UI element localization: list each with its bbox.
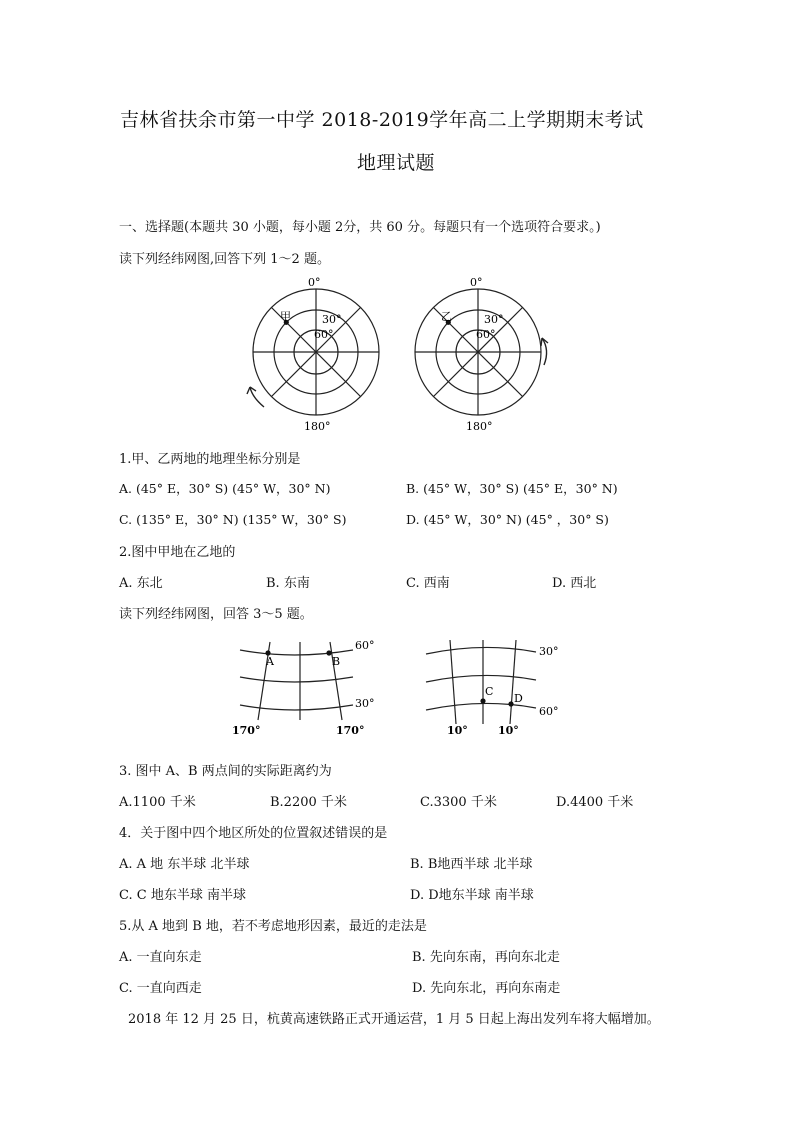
q4-option-a: A. A 地 东半球 北半球 [119, 857, 250, 872]
page-title-line1: 吉林省扶余市第一中学 2018-2019学年高二上学期期末考试 [120, 109, 644, 131]
q5-option-a: A. 一直向东走 [119, 950, 202, 965]
right-grid-point-d: D [514, 692, 523, 705]
q5-option-d: D. 先向东北，再向东南走 [412, 981, 561, 996]
polar-map-left [247, 289, 379, 415]
question-2-stem: 2.图中甲地在乙地的 [119, 545, 236, 560]
left-grid-point-b: B [332, 655, 341, 668]
q1-option-a: A. (45° E，30° S) (45° W，30° N) [119, 481, 331, 496]
left-grid-lat-top: 60° [355, 639, 375, 652]
q4-option-b: B. B地西半球 北半球 [410, 857, 533, 872]
grid-maps-figure [228, 632, 573, 742]
q2-option-d: D. 西北 [552, 576, 597, 591]
q5-option-c: C. 一直向西走 [119, 981, 202, 996]
right-map-label-0: 0° [470, 276, 483, 289]
right-map-label-180: 180° [466, 420, 493, 433]
right-grid-lat-bottom: 60° [539, 705, 559, 718]
left-grid-lon-right: 170° [336, 724, 365, 737]
intro-text-2: 读下列经纬网图，回答 3～5 题。 [119, 607, 313, 622]
right-grid-point-c: C [485, 685, 494, 698]
section-header: 一、选择题(本题共 30 小题，每小题 2分，共 60 分。每题只有一个选项符合要求。) [119, 220, 601, 235]
q1-option-c: C. (135° E，30° N) (135° W，30° S) [119, 512, 347, 527]
right-grid-lon-right: 10° [498, 724, 519, 737]
right-map-point-label: 乙 [441, 310, 452, 323]
grid-map-right [426, 640, 536, 724]
q3-option-a: A.1100 千米 [119, 795, 196, 810]
point-c-marker [480, 698, 485, 703]
left-grid-lon-left: 170° [232, 724, 261, 737]
q1-option-b: B. (45° W，30° S) (45° E，30° N) [406, 481, 618, 496]
left-grid-lat-bottom: 30° [355, 697, 375, 710]
q3-option-b: B.2200 千米 [270, 795, 347, 810]
right-map-label-60: 60° [476, 328, 496, 341]
q5-option-b: B. 先向东南，再向东北走 [412, 950, 560, 965]
right-map-label-30: 30° [484, 313, 504, 326]
left-map-point-label: 甲 [280, 310, 291, 323]
left-map-label-180: 180° [304, 420, 331, 433]
polar-map-right [415, 289, 548, 415]
right-grid-lat-top: 30° [539, 645, 559, 658]
passage-text: 2018 年 12 月 25 日，杭黄高速铁路正式开通运营，1 月 5 日起上海出发列车将大幅增加。 [128, 1012, 660, 1027]
question-5-stem: 5.从 A 地到 B 地，若不考虑地形因素，最近的走法是 [119, 919, 427, 934]
q2-option-b: B. 东南 [266, 576, 310, 591]
q3-option-c: C.3300 千米 [420, 795, 497, 810]
q4-option-c: C. C 地东半球 南半球 [119, 888, 246, 903]
grid-map-left [240, 642, 353, 720]
left-map-label-30: 30° [322, 313, 342, 326]
left-grid-point-a: A [266, 655, 274, 668]
question-4-stem: 4．关于图中四个地区所处的位置叙述错误的是 [119, 826, 388, 841]
polar-maps-figure [230, 275, 560, 435]
q4-option-d: D. D地东半球 南半球 [410, 888, 534, 903]
q1-option-d: D. (45° W，30° N) (45° ，30° S) [406, 512, 609, 527]
q3-option-d: D.4400 千米 [556, 795, 634, 810]
q2-option-c: C. 西南 [406, 576, 450, 591]
right-grid-lon-left: 10° [447, 724, 468, 737]
left-map-label-0: 0° [308, 276, 321, 289]
point-b-marker [326, 650, 331, 655]
point-d-marker [508, 701, 513, 706]
question-3-stem: 3. 图中 A、B 两点间的实际距离约为 [119, 764, 332, 779]
page-title-line2: 地理试题 [357, 152, 436, 174]
q2-option-a: A. 东北 [119, 576, 163, 591]
intro-text-1: 读下列经纬网图,回答下列 1～2 题。 [119, 252, 330, 267]
left-map-label-60: 60° [314, 328, 334, 341]
question-1-stem: 1.甲、乙两地的地理坐标分别是 [119, 452, 301, 467]
